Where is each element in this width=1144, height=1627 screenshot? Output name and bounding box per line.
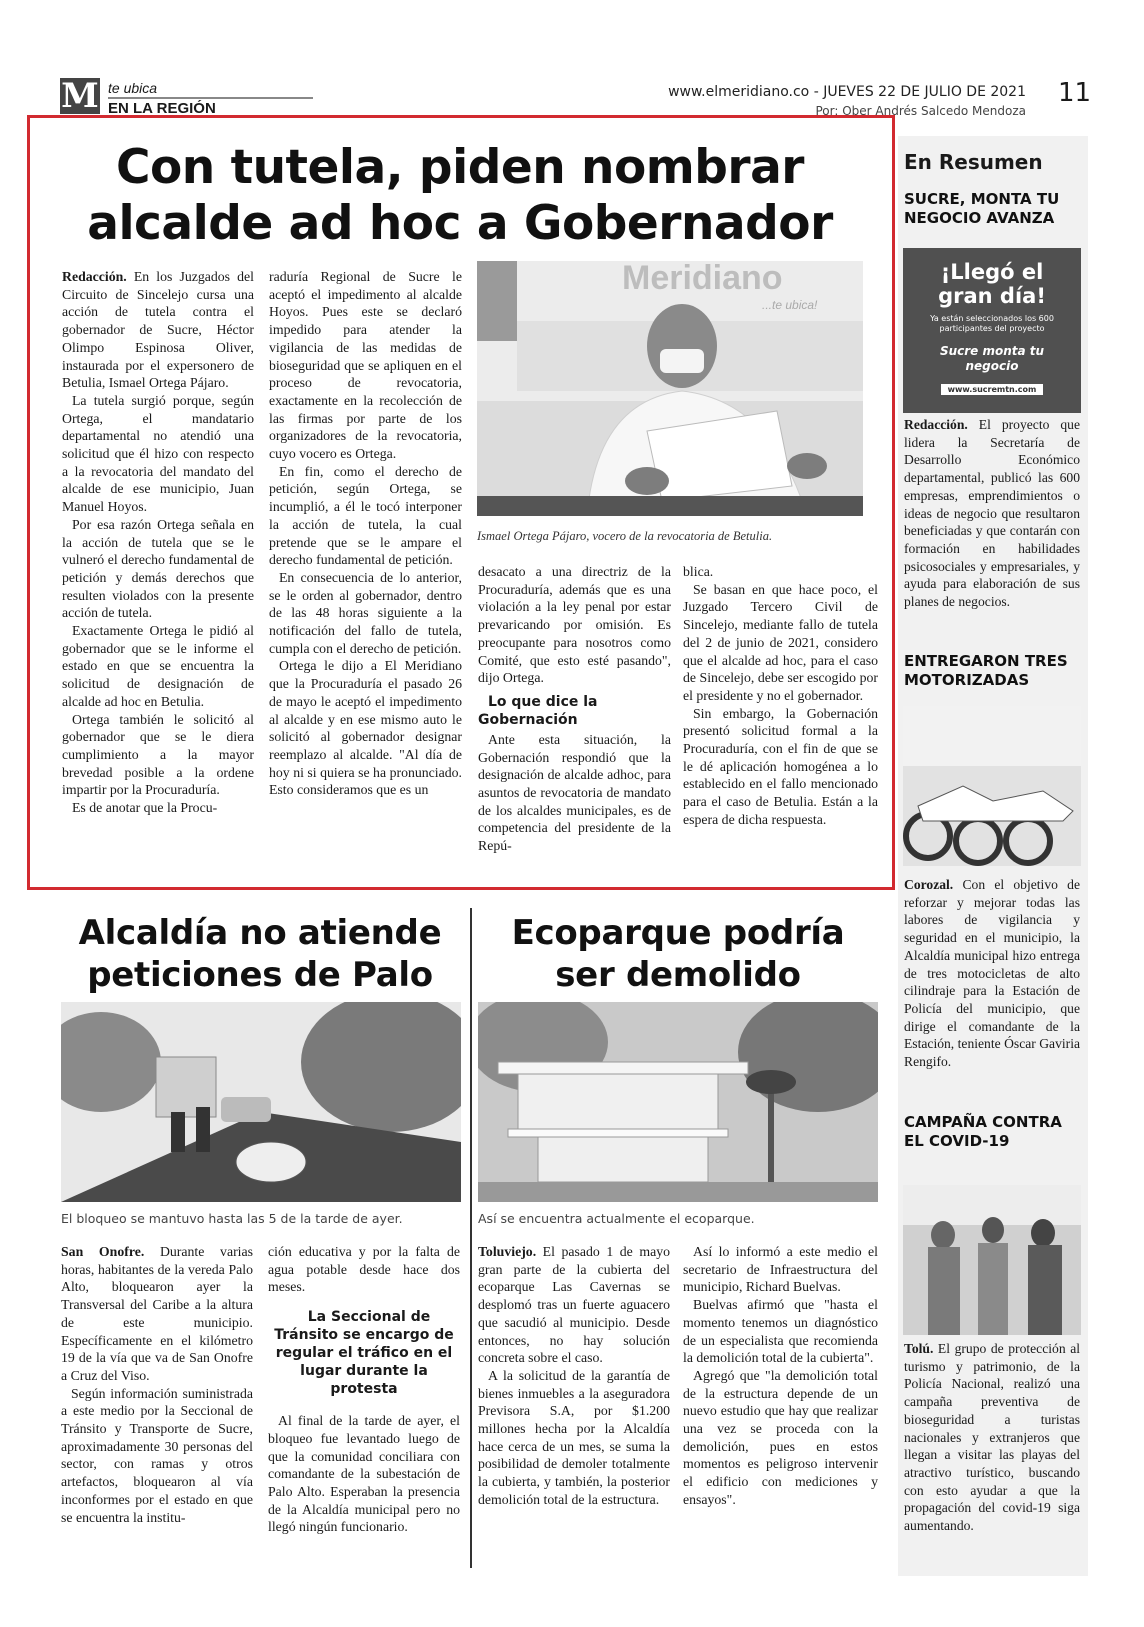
right-story-col-1 [478, 1243, 670, 1509]
brief-body: El grupo de protección al turismo y patrimonio, de la Policía Nacional, realizó una campaña preventiva de bioseguridad a turistas nacionales y extranjeros que llegan a visitar las playas del atractivo turístico, buscando con esto ayudar a que la propagación del covid-19 siga aumentando. [904, 1341, 1080, 1534]
main-headline: Con tutela, piden nombrar alcalde ad hoc a Gobernador [87, 140, 833, 251]
brief-text [904, 416, 1080, 611]
brief-heading: SUCRE, MONTA TU NEGOCIO AVANZA [904, 190, 1060, 227]
brief-heading: ENTREGARON TRES MOTORIZADAS [904, 652, 1068, 689]
left-story-caption: El bloqueo se mantuvo hasta las 5 de la tarde de ayer. [61, 1211, 403, 1226]
left-story-photo [61, 1002, 461, 1202]
brief-text [904, 1340, 1080, 1535]
campaign-photo [903, 1185, 1081, 1335]
brief-text [904, 876, 1080, 1071]
brief-lead: Redacción. [904, 417, 968, 432]
main-col-3 [478, 563, 671, 855]
paragraph: En los Juzgados del Circuito de Sincelejo cursa una acción de tutela contra el gobernador de Sucre, Héctor Olimpo Espinosa Oliver, instaurada por el expersonero de Betulia, Ismael Ortega Pájaro. [62, 269, 254, 391]
dateline-lead: Redacción. [62, 269, 127, 284]
paragraph: En consecuencia de lo anterior, se le orden al gobernador, dentro de las 48 horas siguiente a la notificación del fallo de tutela, cumpla con el derecho de petición. [269, 569, 462, 656]
motorcycles-photo [903, 706, 1081, 866]
paragraph: Sin embargo, la Gobernación presentó solicitud formal a la Procuraduría, con el fin de que se le dé aplicación homogénea a lo establecido en el fallo mencionado para el caso de Betulia. Están a la espera de dicha respuesta. [683, 705, 878, 827]
paragraph: Se basan en que hace poco, el Juzgado Tercero Civil de Sincelejo, mediante fallo de tutela del 2 de junio de 2021, considero que el alcalde ad hoc, para el caso de Sincelejo, debe ser escogido por el presidente y no el gobernador. [683, 581, 878, 703]
right-story-col-2 [683, 1243, 878, 1509]
sidebar-title: En Resumen [904, 150, 1043, 174]
kicker-divider [108, 97, 313, 99]
paragraph: Según información suministrada a este medio por la Seccional de Tránsito y Transporte de Sucre, aproximadamente 30 personas del sector, con ramas y otros artefactos, bloquearon al vía inconformes por el estado en que se encuentra la institu- [61, 1385, 253, 1525]
ad-subtext: Ya están seleccionados los 600 participantes del proyecto [930, 314, 1054, 333]
page-number: 11 [1058, 78, 1092, 108]
paragraph: El pasado 1 de mayo gran parte de la cubierta del ecoparque Las Cavernas se desplomó tras un fuerte aguacero que sacudió al municipio. Desde entonces, no hay solución concreta sobre el caso. [478, 1244, 670, 1366]
paragraph: Así lo informó a este medio el secretario de Infraestructura del municipio, Richard Buelvas. [683, 1244, 878, 1295]
left-story-col-2 [268, 1243, 460, 1536]
paragraph: Por esa razón Ortega señala en la acción de tutela que se le vulneró el derecho fundamental de petición y demás derechos que resulten violados con la presente acción de tutela. [62, 516, 254, 621]
dateline-lead: Toluviejo. [478, 1244, 537, 1259]
brief-heading: CAMPAÑA CONTRA EL COVID-19 [904, 1113, 1062, 1150]
right-story-caption: Así se encuentra actualmente el ecoparque. [478, 1211, 755, 1226]
brief-body: Con el objetivo de reforzar y mejorar todas las labores de vigilancia y seguridad en el municipio, la Alcaldía municipal hizo entrega de tres motocicletas de alto cilindraje para la Estación de Policía del municipio, que dirige el comandante de la Estación, teniente Óscar Gaviria Rengifo. [904, 877, 1080, 1070]
paragraph: Es de anotar que la Procu- [72, 800, 218, 816]
main-col-1 [62, 268, 254, 817]
main-photo [477, 261, 863, 516]
dateline-lead: San Onofre. [61, 1244, 145, 1259]
paragraph: A la solicitud de la garantía de bienes inmuebles a la aseguradora Previsora S.A, por $1.200 millones hecha por la Alcaldía hace cerca de un mes, se suma la posibilidad de demoler totalmente la cubierta, y también, la posterior demolición total de la estructura. [478, 1367, 670, 1507]
left-story-headline: Alcaldía no atiende peticiones de Palo [78, 913, 442, 995]
paragraph: raduría Regional de Sucre le aceptó el impedimento al alcalde Hoyos. Pues este se declaró impedido para atender la vigilancia de las medidas de bioseguridad que se apliquen en el proceso de revocatoria, exactamente en la recolección de las firmas por parte de los organizadores de la revocatoria, cuyo vocero es Ortega. [269, 269, 462, 462]
ad-headline: ¡Llegó el gran día! [938, 260, 1046, 308]
brief-body: El proyecto que lidera la Secretaría de Desarrollo Económico departamental, publicó las 600 empresas, emprendimientos o ideas de negocio que resultaron beneficiadas y que contarán con formación en habilidades psicosociales y empresariales, y ayuda para elaboración de sus planes de negocios. [904, 417, 1080, 610]
pull-quote: La Seccional de Tránsito se encargo de regular el tráfico en el lugar durante la protesta [274, 1309, 454, 1398]
column-divider [470, 908, 472, 1568]
ad-url: www.sucremtn.com [941, 384, 1043, 395]
right-story-headline: Ecoparque podría ser demolido [511, 913, 845, 995]
paragraph: Al final de la tarde de ayer, el bloqueo fue levantado luego de que la comunidad conciliara con comandante de la subestación de Palo Alto. Esperaban la presencia de la Alcaldía municipal pero no llegó ningún funcionario. [268, 1413, 460, 1535]
paragraph: blica. [683, 564, 714, 579]
photo-sign-text: Meridiano [622, 261, 783, 297]
paragraph: Exactamente Ortega le pidió al gobernador que se le informe el estado en que se encuentra la solicitud de designación de alcalde ad hoc en Betulia. [62, 623, 254, 709]
paragraph: Ortega le dijo a El Meridiano que la Procuraduría el pasado 26 de mayo le aceptó el impedimento al alcalde y en ese mismo auto le solicitó al gobernador designar reemplazo al alcalde. "Al día de hoy ni si quiera se ha pronunciado. Esto consideramos que es un [269, 658, 462, 798]
right-story-photo [478, 1002, 878, 1202]
paragraph: desacato a una directriz de la Procuraduría, además que es una violación a la ley penal por estar prevaricando por omisión. Es preocupante para nosotros como Comité, que esto esté pasando", dijo Ortega. [478, 564, 671, 686]
main-col-4 [683, 563, 878, 829]
dateline: www.elmeridiano.co - JUEVES 22 DE JULIO DE 2021 [668, 84, 1026, 100]
paragraph: La tutela surgió porque, según Ortega, el mandatario departamental no atendió una solicitud que él hizo con respecto a la revocatoria del mandato del alcalde de ese municipio, Juan Manuel Hoyos. [62, 392, 254, 515]
paragraph: Ante esta situación, la Gobernación respondió que la designación de alcalde adhoc, para asuntos de revocatoria de mandato de los alcaldes municipales, es de competencia del presidente de la Repú- [478, 731, 671, 854]
paragraph: ción educativa y por la falta de agua potable desde hace dos meses. [268, 1244, 460, 1295]
paragraph: Agregó que "la demolición total de la estructura depende de un nuevo estudio que hay que realizar una vez se proceda con la demolición, pues en estos momentos es peligroso intervenir el edificio con mediciones y ensayos". [683, 1367, 878, 1507]
ad-brand: Sucre monta tu negocio [939, 344, 1045, 373]
paragraph: En fin, como el derecho de petición, según Ortega, se incumplió, a él le tocó interponer la acción de tutela, la cual pretende que se le ampare el derecho fundamental de petición. [269, 463, 462, 568]
left-story-col-1 [61, 1243, 253, 1526]
section-kicker: te ubica [108, 80, 158, 96]
photo-sign-subtext: ...te ubica! [762, 298, 818, 312]
byline: Por: Ober Andrés Salcedo Mendoza [815, 104, 1026, 118]
brief-lead: Corozal. [904, 877, 954, 892]
main-col-2 [269, 268, 462, 799]
paragraph: Buelvas afirmó que "hasta el momento tenemos un diagnóstico de un especialista que recomienda la demolición total de la cubierta". [683, 1297, 878, 1366]
section-name: EN LA REGIÓN [108, 100, 216, 116]
paragraph: Ortega también le solicitó al gobernador que se le diera cumplimiento a la mayor brevedad posible a la ordene impartir por la Procuraduría. [62, 711, 254, 798]
newspaper-logo: M [61, 76, 99, 116]
brief-lead: Tolú. [904, 1341, 934, 1356]
subheading: Lo que dice la Gobernación [478, 693, 598, 728]
promo-ad [903, 248, 1081, 413]
paragraph: Durante varias horas, habitantes de la vereda Palo Alto, bloquearon ayer la Transversal del Caribe a la altura de este municipio. Específicamente en el kilómetro 19 de la vía que va de San Onofre a Cruz del Viso. [61, 1244, 253, 1383]
main-photo-caption: Ismael Ortega Pájaro, vocero de la revocatoria de Betulia. [477, 529, 773, 543]
